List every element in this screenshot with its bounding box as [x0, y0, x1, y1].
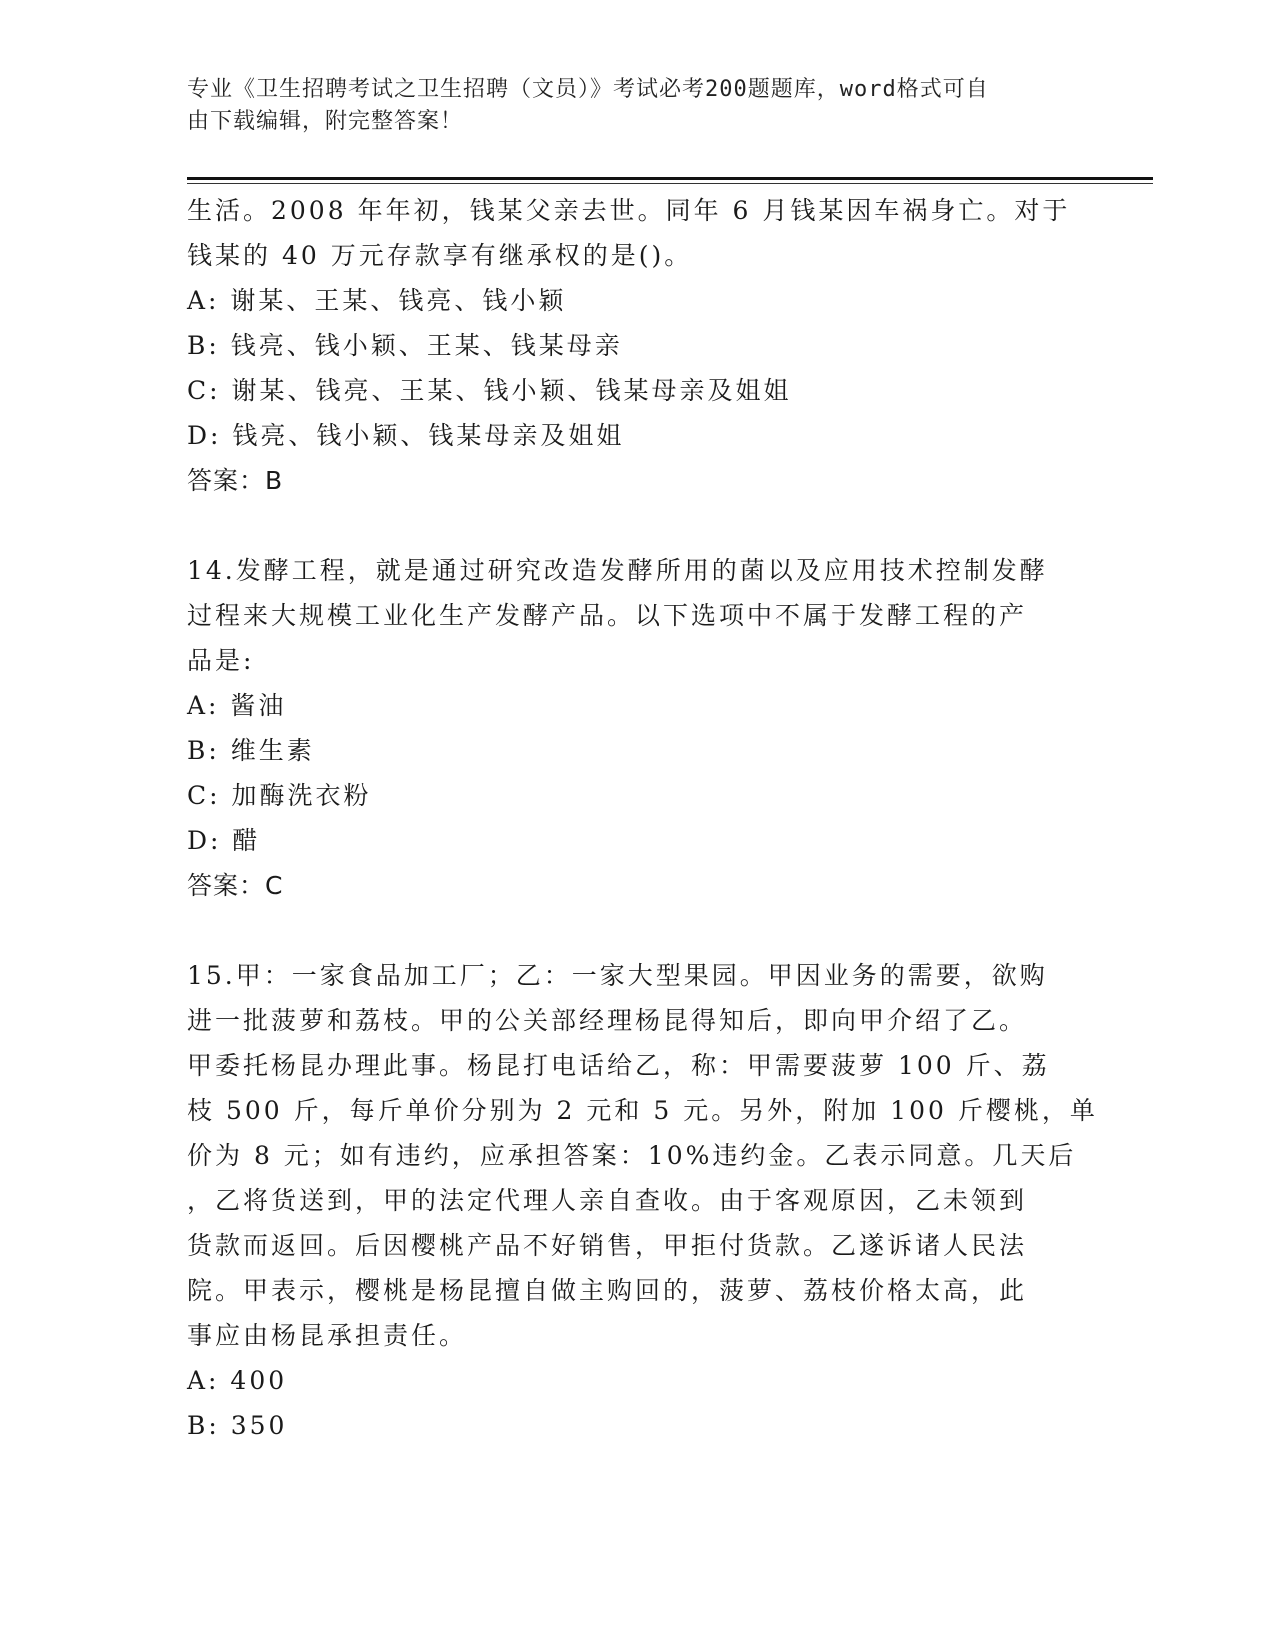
option-b: B: 钱亮、钱小颖、王某、钱某母亲: [187, 331, 623, 360]
stem-line: 钱某的 40 万元存款享有继承权的是()。: [187, 241, 693, 270]
spacer: [187, 503, 1077, 548]
stem-line: 院。甲表示，樱桃是杨昆擅自做主购回的，菠萝、荔枝价格太高，此: [187, 1276, 1028, 1305]
option-d: D: 醋: [187, 826, 261, 855]
question-13: [187, 188, 1077, 503]
answer-14: 答案：C: [187, 871, 284, 900]
stem-line: 事应由杨昆承担责任。: [187, 1321, 468, 1350]
stem-line: 甲委托杨昆办理此事。杨昆打电话给乙，称：甲需要菠萝 100 斤、荔: [187, 1051, 1050, 1080]
option-a: A: 酱油: [187, 691, 287, 720]
document-header: [187, 74, 1067, 138]
question-13-stem: [187, 188, 1077, 278]
stem-line: 价为 8 元；如有违约，应承担答案：10%违约金。乙表示同意。几天后: [187, 1141, 1077, 1170]
stem-line: 品是:: [187, 646, 255, 675]
stem-line: 15.甲：一家食品加工厂；乙：一家大型果园。甲因业务的需要，欲购: [187, 961, 1048, 990]
spacer: [187, 908, 1077, 953]
stem-line: 枝 500 斤，每斤单价分别为 2 元和 5 元。另外，附加 100 斤樱桃，单: [187, 1096, 1098, 1125]
stem-line: 进一批菠萝和荔枝。甲的公关部经理杨昆得知后，即向甲介绍了乙。: [187, 1006, 1028, 1035]
option-c: C: 谢某、钱亮、王某、钱小颖、钱某母亲及姐姐: [187, 376, 792, 405]
header-rule-thin: [187, 183, 1153, 184]
option-a: A: 400: [187, 1366, 288, 1395]
option-b: B: 350: [187, 1411, 288, 1440]
question-15: [187, 953, 1098, 1448]
header-rule-thick: [187, 177, 1153, 180]
header-line-1: 专业《卫生招聘考试之卫生招聘（文员）》考试必考200题题库，word格式可自: [187, 77, 989, 102]
document-body: [187, 188, 1098, 1448]
question-15-stem: [187, 953, 1098, 1358]
question-14-stem: [187, 548, 1077, 683]
option-a: A: 谢某、王某、钱亮、钱小颖: [187, 286, 567, 315]
option-b: B: 维生素: [187, 736, 315, 765]
stem-line: ，乙将货送到，甲的法定代理人亲自查收。由于客观原因，乙未领到: [187, 1186, 1028, 1215]
stem-line: 生活。2008 年年初，钱某父亲去世。同年 6 月钱某因车祸身亡。对于: [187, 196, 1071, 225]
question-14: [187, 548, 1077, 908]
answer-13: 答案：B: [187, 466, 284, 495]
stem-line: 货款而返回。后因樱桃产品不好销售，甲拒付货款。乙遂诉诸人民法: [187, 1231, 1028, 1260]
option-c: C: 加酶洗衣粉: [187, 781, 372, 810]
option-d: D: 钱亮、钱小颖、钱某母亲及姐姐: [187, 421, 625, 450]
stem-line: 14.发酵工程，就是通过研究改造发酵所用的菌以及应用技术控制发酵: [187, 556, 1048, 585]
header-line-2: 由下载编辑，附完整答案！: [187, 109, 464, 134]
stem-line: 过程来大规模工业化生产发酵产品。以下选项中不属于发酵工程的产: [187, 601, 1028, 630]
